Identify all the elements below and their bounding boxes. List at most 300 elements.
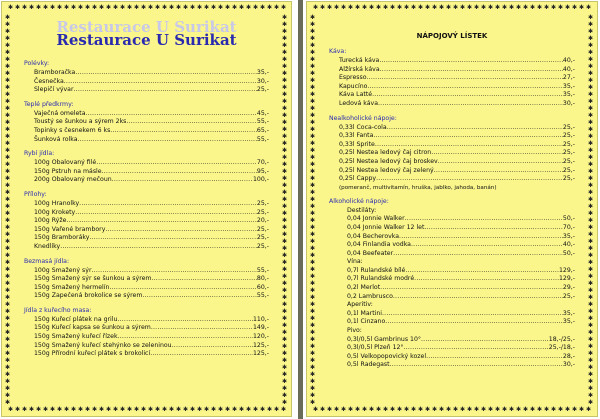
dot-leader	[64, 78, 257, 87]
item-price: 28,-	[562, 352, 575, 360]
item-name: 0,33l Coca-cola	[339, 123, 387, 131]
border-star: ✱	[588, 259, 594, 266]
border-star: ✱	[586, 4, 592, 11]
border-star: ✱	[588, 280, 594, 287]
border-star: ✱	[282, 189, 288, 196]
border-star: ✱	[588, 217, 594, 224]
item-price: 60,-	[256, 283, 269, 291]
border-star: ✱	[310, 399, 316, 406]
border-star: ✱	[22, 4, 28, 11]
item-price: 45,-	[256, 109, 269, 117]
border-star: ✱	[282, 364, 288, 371]
border-star: ✱	[453, 4, 459, 11]
item-name: 100g Smažený sýr	[34, 266, 92, 274]
border-star: ✱	[588, 70, 594, 77]
dot-leader	[405, 215, 563, 224]
menu-item	[24, 86, 269, 95]
border-star: ✱	[310, 385, 316, 392]
item-price: 29,-	[562, 284, 575, 292]
item-name: Slepičí vývar	[34, 86, 74, 94]
border-star: ✱	[544, 406, 550, 413]
border-star: ✱	[281, 4, 287, 11]
dot-leader	[96, 159, 257, 168]
border-star: ✱	[362, 4, 368, 11]
border-star: ✱	[310, 168, 316, 175]
border-star: ✱	[362, 406, 368, 413]
border-star: ✱	[495, 406, 501, 413]
border-star: ✱	[169, 4, 175, 11]
border-star: ✱	[516, 406, 522, 413]
border-star: ✱	[282, 385, 288, 392]
border-star: ✱	[460, 406, 466, 413]
border-star: ✱	[282, 119, 288, 126]
border-star: ✱	[397, 4, 403, 11]
border-star: ✱	[281, 406, 287, 413]
border-star: ✱	[5, 203, 11, 210]
border-star: ✱	[5, 98, 11, 105]
border-star: ✱	[5, 252, 11, 259]
menu-item	[24, 342, 269, 351]
dot-leader	[66, 217, 257, 226]
border-star: ✱	[588, 231, 594, 238]
item-price: 125,-	[252, 350, 269, 358]
menu-item	[329, 318, 575, 327]
border-star: ✱	[155, 406, 161, 413]
border-star: ✱	[588, 287, 594, 294]
border-star: ✱	[282, 217, 288, 224]
dot-leader	[380, 66, 563, 75]
border-star: ✱	[537, 4, 543, 11]
border-star: ✱	[5, 49, 11, 56]
border-star: ✱	[572, 406, 578, 413]
border-star: ✱	[162, 406, 168, 413]
item-name: 150g Smažený sýr se šunkou a sýrem	[34, 275, 152, 283]
border-star: ✱	[29, 4, 35, 11]
border-star: ✱	[565, 406, 571, 413]
border-star: ✱	[36, 4, 42, 11]
border-star: ✱	[176, 4, 182, 11]
border-star: ✱	[530, 4, 536, 11]
dot-leader	[142, 292, 257, 301]
border-star: ✱	[204, 406, 210, 413]
border-star: ✱	[282, 259, 288, 266]
border-star: ✱	[588, 133, 594, 140]
border-star: ✱	[310, 364, 316, 371]
border-star: ✱	[5, 350, 11, 357]
item-price: 20,-	[256, 217, 269, 225]
dot-leader	[385, 318, 563, 327]
item-name: 0,7l Rulandské modré	[347, 275, 415, 283]
item-name: 150g Pstruh na másle	[34, 167, 102, 175]
border-star: ✱	[64, 4, 70, 11]
border-star: ✱	[113, 406, 119, 413]
item-name: 150g Bramboráky	[34, 234, 90, 242]
border-star: ✱	[5, 161, 11, 168]
border-star: ✱	[148, 4, 154, 11]
dot-leader	[405, 267, 559, 276]
menu-item	[24, 209, 269, 218]
border-star: ✱	[5, 336, 11, 343]
border-star: ✱	[282, 224, 288, 231]
item-name: 150g Přírodní kuřecí plátek s brokolicí	[34, 350, 151, 358]
menu-item	[24, 350, 269, 359]
menu-item	[329, 233, 575, 242]
border-star: ✱	[588, 399, 594, 406]
item-name: 150g Smažený kuřecí stehýnko se zeleninou	[34, 341, 172, 349]
dot-leader	[399, 233, 563, 242]
border-star: ✱	[197, 406, 203, 413]
dot-leader	[151, 324, 253, 333]
border-star: ✱	[588, 294, 594, 301]
border-star: ✱	[588, 91, 594, 98]
border-star: ✱	[148, 406, 154, 413]
item-price: 40,-	[562, 241, 575, 249]
border-star: ✱	[588, 210, 594, 217]
section-heading: Teplé předkrmy:	[24, 100, 74, 108]
border-star: ✱	[282, 63, 288, 70]
item-name: 0,2 Lambrusco	[347, 292, 393, 300]
border-star: ✱	[5, 63, 11, 70]
section-heading: Rybí jídla:	[24, 150, 55, 158]
border-star: ✱	[5, 70, 11, 77]
food-sections	[24, 60, 269, 359]
border-star: ✱	[71, 406, 77, 413]
border-star: ✱	[551, 406, 557, 413]
border-star: ✱	[282, 210, 288, 217]
item-price: 25,-	[562, 175, 575, 183]
item-price: 25,-	[256, 86, 269, 94]
border-star: ✱	[282, 245, 288, 252]
border-star: ✱	[565, 4, 571, 11]
border-star: ✱	[411, 4, 417, 11]
border-star: ✱	[376, 406, 382, 413]
item-name: Káva Latté	[339, 91, 373, 99]
border-star: ✱	[5, 280, 11, 287]
menu-item	[24, 234, 269, 243]
border-star: ✱	[43, 406, 49, 413]
flavor-note: (pomeranč, multivitamín, hruška, jablko, jahoda, banán)	[339, 184, 497, 191]
border-star: ✱	[588, 336, 594, 343]
border-star: ✱	[310, 119, 316, 126]
border-star: ✱	[310, 294, 316, 301]
dot-leader	[376, 175, 563, 184]
border-star: ✱	[588, 378, 594, 385]
border-star: ✱	[310, 231, 316, 238]
menu-item	[329, 149, 575, 158]
border-star: ✱	[310, 126, 316, 133]
border-star: ✱	[282, 35, 288, 42]
border-star: ✱	[502, 4, 508, 11]
dot-leader	[373, 132, 563, 141]
item-price: 55,-	[256, 266, 269, 274]
subsection-label: Aperitiv:	[347, 301, 373, 309]
dot-leader	[414, 275, 559, 284]
border-star: ✱	[588, 245, 594, 252]
dot-leader	[426, 353, 563, 362]
border-star: ✱	[5, 231, 11, 238]
border-star: ✱	[282, 182, 288, 189]
border-star: ✱	[348, 406, 354, 413]
border-star: ✱	[588, 112, 594, 119]
border-star: ✱	[310, 392, 316, 399]
border-star: ✱	[310, 203, 316, 210]
border-star: ✱	[267, 406, 273, 413]
dot-leader	[380, 284, 563, 293]
border-star: ✱	[282, 203, 288, 210]
item-price: 50,-	[562, 215, 575, 223]
border-star: ✱	[225, 406, 231, 413]
item-price: 30,-	[256, 77, 269, 85]
menu-item	[329, 241, 575, 250]
item-price: 70,-	[256, 159, 269, 167]
border-star: ✱	[282, 154, 288, 161]
menu-item	[329, 175, 575, 184]
border-star: ✱	[558, 406, 564, 413]
border-star: ✱	[5, 154, 11, 161]
menu-item	[329, 158, 575, 167]
border-star: ✱	[579, 4, 585, 11]
item-price: 40,-	[562, 57, 575, 64]
border-star: ✱	[282, 308, 288, 315]
border-star: ✱	[310, 210, 316, 217]
food-menu-content	[24, 18, 269, 402]
border-star: ✱	[310, 63, 316, 70]
border-star: ✱	[15, 4, 21, 11]
border-star: ✱	[310, 105, 316, 112]
border-star: ✱	[310, 252, 316, 259]
item-price: 25,-	[562, 149, 575, 157]
item-name: 0,1l Cinzano	[347, 318, 386, 326]
border-star: ✱	[5, 385, 11, 392]
border-star: ✱	[588, 196, 594, 203]
border-star: ✱	[5, 308, 11, 315]
dot-leader	[110, 127, 257, 136]
border-star: ✱	[369, 4, 375, 11]
subsection-label: Pivo:	[347, 327, 362, 335]
border-star: ✱	[588, 77, 594, 84]
border-star: ✱	[282, 399, 288, 406]
item-price: 25,-	[256, 242, 269, 250]
border-star: ✱	[310, 308, 316, 315]
border-star: ✱	[327, 406, 333, 413]
border-star: ✱	[310, 21, 316, 28]
menu-item	[329, 132, 575, 141]
border-star: ✱	[310, 266, 316, 273]
border-star: ✱	[282, 252, 288, 259]
menu-item	[24, 78, 269, 87]
item-name: Česnečka	[34, 77, 64, 85]
border-star: ✱	[282, 301, 288, 308]
item-name: 150g Kuřecí kapsa se šunkou a sýrem	[34, 324, 151, 332]
border-star: ✱	[310, 14, 316, 21]
border-star: ✱	[404, 4, 410, 11]
border-star: ✱	[5, 28, 11, 35]
border-star: ✱	[282, 91, 288, 98]
border-star: ✱	[106, 4, 112, 11]
dot-leader	[102, 168, 257, 177]
border-star: ✱	[310, 147, 316, 154]
border-star: ✱	[334, 406, 340, 413]
border-star: ✱	[5, 315, 11, 322]
dot-leader	[378, 100, 563, 109]
item-name: 0,33l Sprite	[339, 140, 375, 148]
item-price: 35,-	[562, 82, 575, 90]
border-star: ✱	[544, 4, 550, 11]
border-star: ✱	[253, 4, 259, 11]
border-star: ✱	[588, 203, 594, 210]
border-star: ✱	[588, 98, 594, 105]
border-star: ✱	[588, 343, 594, 350]
border-star: ✱	[588, 14, 594, 21]
border-star: ✱	[5, 259, 11, 266]
item-name: 0,25l Nestea ledový čaj zelený	[339, 166, 434, 174]
border-star: ✱	[29, 406, 35, 413]
border-star: ✱	[5, 273, 11, 280]
dot-leader	[431, 149, 563, 158]
dot-leader	[367, 74, 563, 83]
border-star: ✱	[5, 245, 11, 252]
border-star: ✱	[36, 406, 42, 413]
item-price: 27,-	[562, 74, 575, 82]
border-star: ✱	[282, 315, 288, 322]
border-star: ✱	[588, 84, 594, 91]
item-price: 25,-	[256, 225, 269, 233]
border-star: ✱	[588, 301, 594, 308]
border-star: ✱	[239, 406, 245, 413]
border-star: ✱	[588, 28, 594, 35]
border-star: ✱	[78, 4, 84, 11]
food-menu-page	[1, 1, 292, 417]
item-price: 149,-	[252, 324, 269, 332]
restaurant-title	[24, 18, 269, 54]
dot-leader	[411, 241, 563, 250]
menu-item	[329, 336, 575, 345]
border-star: ✱	[5, 399, 11, 406]
dot-leader	[92, 267, 257, 276]
border-star: ✱	[588, 322, 594, 329]
border-star: ✱	[218, 406, 224, 413]
border-star: ✱	[113, 4, 119, 11]
item-price: 25,-/18,-	[548, 344, 575, 352]
item-name: 150g Smažený kuřecí řízek	[34, 333, 118, 341]
border-star: ✱	[310, 133, 316, 140]
item-price: 35,-	[256, 69, 269, 76]
item-price: 55,-	[256, 292, 269, 300]
border-star: ✱	[588, 105, 594, 112]
border-star: ✱	[588, 364, 594, 371]
dot-leader	[390, 361, 563, 370]
item-price: 25,-	[562, 166, 575, 174]
item-price: 35,-	[562, 91, 575, 99]
item-price: 65,-	[256, 126, 269, 134]
border-star: ✱	[71, 4, 77, 11]
border-star: ✱	[341, 406, 347, 413]
border-star: ✱	[260, 4, 266, 11]
border-star: ✱	[5, 266, 11, 273]
drink-sections	[329, 48, 575, 370]
border-star: ✱	[5, 42, 11, 49]
border-star: ✱	[439, 4, 445, 11]
border-star: ✱	[64, 406, 70, 413]
border-star: ✱	[120, 4, 126, 11]
border-star: ✱	[190, 406, 196, 413]
border-star: ✱	[588, 350, 594, 357]
border-star: ✱	[190, 4, 196, 11]
menu-item	[24, 136, 269, 145]
menu-item	[329, 275, 575, 284]
item-name: 0,7l Rulandské bílé	[347, 266, 406, 274]
item-name: 0,04 Finlandia vodka	[347, 241, 411, 249]
border-star: ✱	[5, 182, 11, 189]
item-price: 55,-	[256, 135, 269, 143]
border-star: ✱	[509, 406, 515, 413]
border-star: ✱	[5, 21, 11, 28]
border-star: ✱	[588, 189, 594, 196]
border-star: ✱	[282, 378, 288, 385]
border-star: ✱	[467, 4, 473, 11]
menu-item	[329, 124, 575, 133]
border-star: ✱	[5, 378, 11, 385]
border-star: ✱	[588, 308, 594, 315]
border-star: ✱	[310, 182, 316, 189]
border-star: ✱	[282, 14, 288, 21]
border-star: ✱	[5, 168, 11, 175]
border-star: ✱	[588, 35, 594, 42]
border-star: ✱	[588, 175, 594, 182]
item-name: Knedlíky	[34, 242, 61, 250]
border-star: ✱	[282, 112, 288, 119]
border-star: ✱	[310, 91, 316, 98]
border-star: ✱	[588, 161, 594, 168]
border-star: ✱	[588, 42, 594, 49]
dot-leader	[118, 333, 253, 342]
border-star: ✱	[162, 4, 168, 11]
border-star: ✱	[481, 4, 487, 11]
dot-leader	[379, 57, 563, 66]
border-star: ✱	[588, 168, 594, 175]
border-star: ✱	[588, 147, 594, 154]
border-star: ✱	[474, 406, 480, 413]
section-heading: Jídla z kuřecího masa:	[24, 306, 92, 314]
menu-item	[329, 344, 575, 353]
border-star: ✱	[334, 4, 340, 11]
border-star: ✱	[282, 126, 288, 133]
menu-item	[24, 284, 269, 293]
border-star: ✱	[310, 112, 316, 119]
item-name: 0,3l/0,5l Gambrinus 10°	[347, 335, 421, 343]
border-star: ✱	[282, 266, 288, 273]
border-star: ✱	[310, 77, 316, 84]
border-star: ✱	[551, 4, 557, 11]
drinks-title: NÁPOJOVÝ LÍSTEK	[416, 32, 488, 40]
border-star: ✱	[5, 357, 11, 364]
border-star: ✱	[155, 4, 161, 11]
border-star: ✱	[376, 4, 382, 11]
border-star: ✱	[282, 294, 288, 301]
border-star: ✱	[310, 238, 316, 245]
menu-item	[329, 310, 575, 319]
border-star: ✱	[282, 105, 288, 112]
border-star: ✱	[282, 140, 288, 147]
item-name: Ledová káva	[339, 99, 378, 107]
border-star: ✱	[282, 336, 288, 343]
border-star: ✱	[282, 238, 288, 245]
border-star: ✱	[418, 406, 424, 413]
border-star: ✱	[310, 224, 316, 231]
border-star: ✱	[390, 4, 396, 11]
menu-item	[24, 69, 269, 78]
border-star: ✱	[460, 4, 466, 11]
